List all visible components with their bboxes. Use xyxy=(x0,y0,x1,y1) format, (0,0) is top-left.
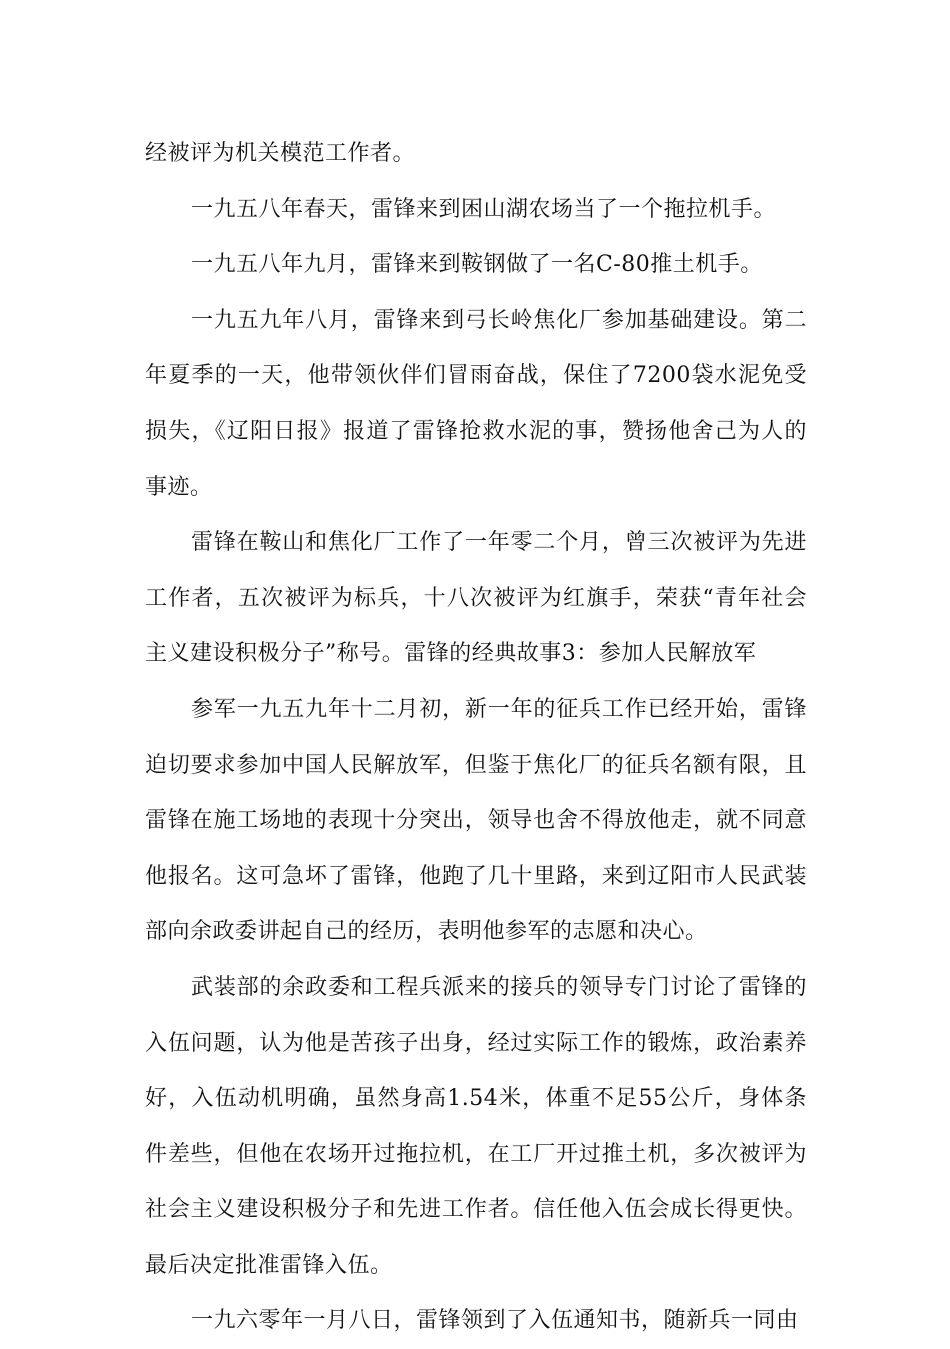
paragraph: 一九五九年八月，雷锋来到弓长岭焦化厂参加基础建设。第二年夏季的一天，他带领伙伴们冒雨奋战，保住了7200袋水泥免受损失，《辽阳日报》报道了雷锋抢救水泥的事，赞扬他舍己为人的事迹。 xyxy=(145,307,807,500)
paragraph: 参军一九五九年十二月初，新一年的征兵工作已经开始，雷锋迫切要求参加中国人民解放军，但鉴于焦化厂的征兵名额有限，且雷锋在施工场地的表现十分突出，领导也舍不得放他走，就不同意他报名。这可急坏了雷锋，他跑了几十里路，来到辽阳市人民武装部向余政委讲起自己的经历，表明他参军的志愿和决心。 xyxy=(145,696,807,945)
paragraph-continuation: 经被评为机关模范工作者。 xyxy=(145,141,416,166)
paragraph: 一九五八年九月，雷锋来到鞍钢做了一名C-80推土机手。 xyxy=(191,252,763,278)
paragraph: 一九六零年一月八日，雷锋领到了入伍通知书，随新兵一同由 xyxy=(191,1308,799,1334)
paragraph: 一九五八年春天，雷锋来到困山湖农场当了一个拖拉机手。 xyxy=(191,196,777,222)
document-body xyxy=(145,126,807,1349)
paragraph: 武装部的余政委和工程兵派来的接兵的领导专门讨论了雷锋的入伍问题，认为他是苦孩子出身，经过实际工作的锻炼，政治素养好，入伍动机明确，虽然身高1.54米，体重不足55公斤，身体条件差些，但他在农场开过拖拉机，在工厂开过推土机，多次被评为社会主义建设积极分子和先进工作者。信任他入伍会成长得更快。最后决定批准雷锋入伍。 xyxy=(145,974,807,1278)
paragraph: 雷锋在鞍山和焦化厂工作了一年零二个月，曾三次被评为先进工作者，五次被评为标兵，十八次被评为红旗手，荣获“青年社会主义建设积极分子”称号。雷锋的经典故事3：参加人民解放军 xyxy=(145,530,807,667)
